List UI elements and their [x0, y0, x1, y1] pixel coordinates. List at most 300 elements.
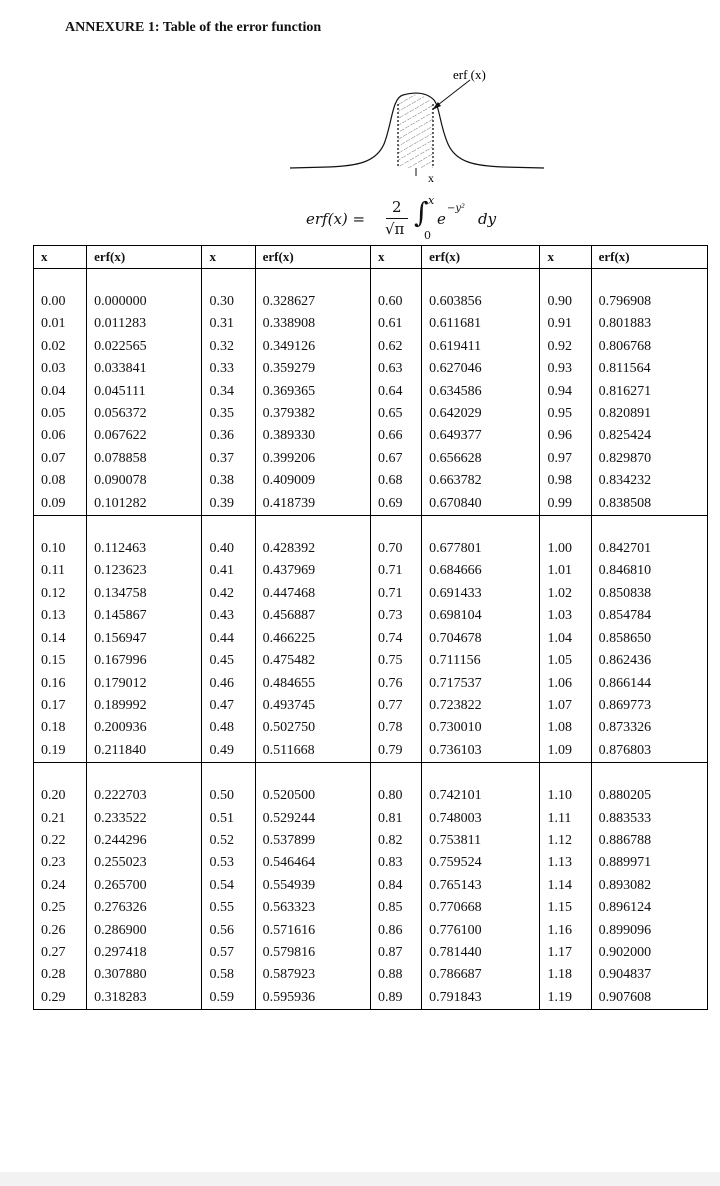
x-cell: 0.88: [370, 964, 421, 986]
x-cell: 0.60: [370, 291, 421, 313]
table-row: [34, 628, 708, 650]
x-cell: 0.74: [370, 628, 421, 650]
erf-cell: 0.167996: [87, 650, 202, 672]
x-cell: 0.11: [34, 560, 87, 582]
erf-cell: 0.825424: [591, 425, 707, 447]
page-footer-bar: [0, 1172, 720, 1186]
x-cell: 1.14: [540, 875, 591, 897]
erf-cell: 0.619411: [422, 336, 540, 358]
erf-cell: 0.736103: [422, 740, 540, 763]
x-cell: 1.01: [540, 560, 591, 582]
x-cell: 0.31: [202, 313, 255, 335]
formula-numerator: 2: [392, 198, 402, 216]
x-cell: 0.76: [370, 673, 421, 695]
table-row: [34, 964, 708, 986]
erf-cell: 0.759524: [422, 852, 540, 874]
erf-cell: 0.529244: [255, 808, 370, 830]
x-cell: 0.49: [202, 740, 255, 763]
table-row: [34, 560, 708, 582]
erf-cell: 0.437969: [255, 560, 370, 582]
table-row: [34, 448, 708, 470]
erf-cell: 0.907608: [591, 987, 707, 1010]
table-row: [34, 403, 708, 425]
x-cell: 0.29: [34, 987, 87, 1010]
x-cell: 0.66: [370, 425, 421, 447]
x-cell: 1.05: [540, 650, 591, 672]
x-cell: 0.19: [34, 740, 87, 763]
erf-cell: 0.677801: [422, 538, 540, 560]
spacer-cell: [540, 269, 591, 292]
x-cell: 0.99: [540, 493, 591, 516]
header-x-4: x: [540, 246, 591, 269]
erf-cell: 0.000000: [87, 291, 202, 313]
spacer-cell: [422, 763, 540, 786]
table-row: [34, 381, 708, 403]
erf-cell: 0.889971: [591, 852, 707, 874]
x-cell: 0.37: [202, 448, 255, 470]
erf-cell: 0.842701: [591, 538, 707, 560]
block-spacer-row: [34, 763, 708, 786]
table-row: [34, 336, 708, 358]
erf-cell: 0.456887: [255, 605, 370, 627]
x-cell: 0.09: [34, 493, 87, 516]
erf-cell: 0.801883: [591, 313, 707, 335]
x-cell: 0.61: [370, 313, 421, 335]
x-cell: 0.52: [202, 830, 255, 852]
header-erf-3: erf(x): [422, 246, 540, 269]
x-cell: 0.63: [370, 358, 421, 380]
table-row: [34, 583, 708, 605]
x-cell: 0.91: [540, 313, 591, 335]
erf-cell: 0.222703: [87, 785, 202, 807]
table-row: [34, 875, 708, 897]
spacer-cell: [591, 269, 707, 292]
erf-cell: 0.156947: [87, 628, 202, 650]
erf-cell: 0.634586: [422, 381, 540, 403]
table-row: [34, 605, 708, 627]
erf-cell: 0.649377: [422, 425, 540, 447]
x-cell: 0.96: [540, 425, 591, 447]
erf-cell: 0.603856: [422, 291, 540, 313]
formula-upper-limit: x: [428, 194, 435, 207]
spacer-cell: [370, 516, 421, 539]
x-cell: 0.50: [202, 785, 255, 807]
x-cell: 0.59: [202, 987, 255, 1010]
x-cell: 1.18: [540, 964, 591, 986]
x-cell: 0.55: [202, 897, 255, 919]
erf-cell: 0.850838: [591, 583, 707, 605]
x-cell: 0.21: [34, 808, 87, 830]
x-cell: 0.70: [370, 538, 421, 560]
erf-cell: 0.447468: [255, 583, 370, 605]
x-cell: 0.46: [202, 673, 255, 695]
spacer-cell: [422, 516, 540, 539]
x-cell: 0.54: [202, 875, 255, 897]
erf-cell: 0.904837: [591, 964, 707, 986]
erf-cell: 0.791843: [422, 987, 540, 1010]
x-cell: 0.80: [370, 785, 421, 807]
erf-cell: 0.338908: [255, 313, 370, 335]
spacer-cell: [591, 516, 707, 539]
table-row: [34, 425, 708, 447]
x-cell: 0.34: [202, 381, 255, 403]
x-cell: 0.17: [34, 695, 87, 717]
erf-cell: 0.896124: [591, 897, 707, 919]
erf-formula: [306, 196, 546, 246]
x-cell: 0.00: [34, 291, 87, 313]
x-cell: 0.94: [540, 381, 591, 403]
spacer-cell: [255, 763, 370, 786]
x-cell: 0.92: [540, 336, 591, 358]
x-cell: 0.24: [34, 875, 87, 897]
erf-cell: 0.389330: [255, 425, 370, 447]
erf-cell: 0.475482: [255, 650, 370, 672]
table-row: [34, 740, 708, 763]
x-cell: 0.51: [202, 808, 255, 830]
erf-cell: 0.883533: [591, 808, 707, 830]
x-cell: 0.67: [370, 448, 421, 470]
x-cell: 0.89: [370, 987, 421, 1010]
spacer-cell: [540, 763, 591, 786]
erf-cell: 0.318283: [87, 987, 202, 1010]
x-cell: 0.82: [370, 830, 421, 852]
erf-cell: 0.493745: [255, 695, 370, 717]
x-cell: 0.62: [370, 336, 421, 358]
x-cell: 0.33: [202, 358, 255, 380]
erf-cell: 0.484655: [255, 673, 370, 695]
erf-cell: 0.145867: [87, 605, 202, 627]
erf-cell: 0.101282: [87, 493, 202, 516]
spacer-cell: [422, 269, 540, 292]
erf-cell: 0.112463: [87, 538, 202, 560]
erf-cell: 0.307880: [87, 964, 202, 986]
erf-cell: 0.200936: [87, 717, 202, 739]
x-cell: 1.19: [540, 987, 591, 1010]
x-cell: 0.73: [370, 605, 421, 627]
erf-cell: 0.698104: [422, 605, 540, 627]
x-cell: 0.02: [34, 336, 87, 358]
x-cell: 0.40: [202, 538, 255, 560]
table-row: [34, 358, 708, 380]
figure-label-x: x: [428, 171, 434, 185]
erf-cell: 0.869773: [591, 695, 707, 717]
table-row: [34, 987, 708, 1010]
erf-cell: 0.876803: [591, 740, 707, 763]
x-cell: 0.16: [34, 673, 87, 695]
x-cell: 0.93: [540, 358, 591, 380]
table-row: [34, 650, 708, 672]
x-cell: 0.36: [202, 425, 255, 447]
formula-integral: ∫: [414, 196, 429, 229]
x-cell: 0.84: [370, 875, 421, 897]
x-cell: 0.41: [202, 560, 255, 582]
erf-cell: 0.045111: [87, 381, 202, 403]
erf-cell: 0.067622: [87, 425, 202, 447]
spacer-cell: [34, 516, 87, 539]
erf-cell: 0.123623: [87, 560, 202, 582]
erf-cell: 0.265700: [87, 875, 202, 897]
table-row: [34, 538, 708, 560]
erf-cell: 0.866144: [591, 673, 707, 695]
spacer-cell: [87, 269, 202, 292]
x-cell: 0.68: [370, 470, 421, 492]
table-row: [34, 785, 708, 807]
x-cell: 1.08: [540, 717, 591, 739]
x-cell: 0.98: [540, 470, 591, 492]
erf-cell: 0.873326: [591, 717, 707, 739]
x-cell: 0.20: [34, 785, 87, 807]
erf-cell: 0.880205: [591, 785, 707, 807]
formula-denominator: √π: [385, 220, 405, 238]
x-cell: 1.17: [540, 942, 591, 964]
x-cell: 0.79: [370, 740, 421, 763]
spacer-cell: [255, 269, 370, 292]
x-cell: 0.45: [202, 650, 255, 672]
x-cell: 0.65: [370, 403, 421, 425]
erf-cell: 0.834232: [591, 470, 707, 492]
erf-cell: 0.770668: [422, 897, 540, 919]
erf-cell: 0.189992: [87, 695, 202, 717]
erf-cell: 0.179012: [87, 673, 202, 695]
erf-cell: 0.902000: [591, 942, 707, 964]
header-erf-2: erf(x): [255, 246, 370, 269]
erf-cell: 0.846810: [591, 560, 707, 582]
erf-cell: 0.748003: [422, 808, 540, 830]
spacer-cell: [34, 269, 87, 292]
spacer-cell: [591, 763, 707, 786]
spacer-cell: [370, 269, 421, 292]
erf-cell: 0.858650: [591, 628, 707, 650]
x-cell: 1.13: [540, 852, 591, 874]
header-x-3: x: [370, 246, 421, 269]
x-cell: 0.42: [202, 583, 255, 605]
x-cell: 0.87: [370, 942, 421, 964]
x-cell: 0.48: [202, 717, 255, 739]
erf-cell: 0.781440: [422, 942, 540, 964]
erf-cell: 0.796908: [591, 291, 707, 313]
erf-cell: 0.816271: [591, 381, 707, 403]
erf-cell: 0.379382: [255, 403, 370, 425]
table-row: [34, 808, 708, 830]
x-cell: 0.04: [34, 381, 87, 403]
x-cell: 0.05: [34, 403, 87, 425]
x-cell: 0.75: [370, 650, 421, 672]
erf-cell: 0.011283: [87, 313, 202, 335]
x-cell: 1.06: [540, 673, 591, 695]
x-cell: 0.44: [202, 628, 255, 650]
x-cell: 0.32: [202, 336, 255, 358]
x-cell: 0.77: [370, 695, 421, 717]
x-cell: 1.15: [540, 897, 591, 919]
erf-cell: 0.587923: [255, 964, 370, 986]
erf-cell: 0.571616: [255, 920, 370, 942]
erf-cell: 0.611681: [422, 313, 540, 335]
block-spacer-row: [34, 269, 708, 292]
erf-cell: 0.579816: [255, 942, 370, 964]
table-row: [34, 897, 708, 919]
x-cell: 0.83: [370, 852, 421, 874]
erf-cell: 0.328627: [255, 291, 370, 313]
x-cell: 0.81: [370, 808, 421, 830]
x-cell: 1.04: [540, 628, 591, 650]
spacer-cell: [34, 763, 87, 786]
formula-lower-limit: 0: [424, 229, 431, 242]
table-row: [34, 852, 708, 874]
x-cell: 1.00: [540, 538, 591, 560]
erf-cell: 0.595936: [255, 987, 370, 1010]
erf-cell: 0.723822: [422, 695, 540, 717]
erf-cell: 0.862436: [591, 650, 707, 672]
table-row: [34, 291, 708, 313]
x-cell: 1.02: [540, 583, 591, 605]
table-row: [34, 470, 708, 492]
erf-cell: 0.711156: [422, 650, 540, 672]
erf-cell: 0.244296: [87, 830, 202, 852]
x-cell: 0.18: [34, 717, 87, 739]
header-erf-1: erf(x): [87, 246, 202, 269]
erf-cell: 0.546464: [255, 852, 370, 874]
erf-cell: 0.776100: [422, 920, 540, 942]
formula-lhs: erf(x) =: [306, 210, 366, 228]
erf-cell: 0.886788: [591, 830, 707, 852]
table-row: [34, 695, 708, 717]
erf-cell: 0.663782: [422, 470, 540, 492]
x-cell: 0.03: [34, 358, 87, 380]
x-cell: 0.35: [202, 403, 255, 425]
spacer-cell: [540, 516, 591, 539]
formula-integrand: e: [437, 210, 446, 228]
x-cell: 0.28: [34, 964, 87, 986]
erf-cell: 0.786687: [422, 964, 540, 986]
x-cell: 0.15: [34, 650, 87, 672]
erf-cell: 0.511668: [255, 740, 370, 763]
erf-cell: 0.829870: [591, 448, 707, 470]
erf-cell: 0.022565: [87, 336, 202, 358]
table-row: [34, 920, 708, 942]
table-row: [34, 717, 708, 739]
x-cell: 0.22: [34, 830, 87, 852]
spacer-cell: [370, 763, 421, 786]
erf-curve-figure: [288, 64, 548, 188]
erf-cell: 0.670840: [422, 493, 540, 516]
x-cell: 0.12: [34, 583, 87, 605]
erf-cell: 0.399206: [255, 448, 370, 470]
block-spacer-row: [34, 516, 708, 539]
erf-cell: 0.233522: [87, 808, 202, 830]
x-cell: 1.07: [540, 695, 591, 717]
x-cell: 0.64: [370, 381, 421, 403]
erf-cell: 0.642029: [422, 403, 540, 425]
x-cell: 1.11: [540, 808, 591, 830]
spacer-cell: [87, 763, 202, 786]
x-cell: 0.38: [202, 470, 255, 492]
erf-cell: 0.691433: [422, 583, 540, 605]
x-cell: 1.03: [540, 605, 591, 627]
erf-cell: 0.286900: [87, 920, 202, 942]
table-body: [34, 269, 708, 1010]
x-cell: 0.10: [34, 538, 87, 560]
erf-cell: 0.838508: [591, 493, 707, 516]
x-cell: 0.06: [34, 425, 87, 447]
erf-cell: 0.753811: [422, 830, 540, 852]
x-cell: 0.39: [202, 493, 255, 516]
x-cell: 0.71: [370, 560, 421, 582]
erf-cell: 0.656628: [422, 448, 540, 470]
x-cell: 0.69: [370, 493, 421, 516]
erf-cell: 0.742101: [422, 785, 540, 807]
x-cell: 0.26: [34, 920, 87, 942]
erf-cell: 0.056372: [87, 403, 202, 425]
erf-cell: 0.520500: [255, 785, 370, 807]
erf-cell: 0.854784: [591, 605, 707, 627]
x-cell: 0.07: [34, 448, 87, 470]
table-row: [34, 673, 708, 695]
erf-cell: 0.554939: [255, 875, 370, 897]
table-row: [34, 313, 708, 335]
erf-cell: 0.297418: [87, 942, 202, 964]
x-cell: 1.12: [540, 830, 591, 852]
erf-cell: 0.134758: [87, 583, 202, 605]
erf-cell: 0.211840: [87, 740, 202, 763]
x-cell: 0.56: [202, 920, 255, 942]
x-cell: 0.43: [202, 605, 255, 627]
erf-cell: 0.704678: [422, 628, 540, 650]
erf-cell: 0.537899: [255, 830, 370, 852]
erf-cell: 0.811564: [591, 358, 707, 380]
erf-cell: 0.276326: [87, 897, 202, 919]
erf-cell: 0.730010: [422, 717, 540, 739]
figure-label-erf: erf (x): [453, 67, 486, 82]
erf-cell: 0.899096: [591, 920, 707, 942]
x-cell: 0.85: [370, 897, 421, 919]
erf-cell: 0.627046: [422, 358, 540, 380]
x-cell: 0.97: [540, 448, 591, 470]
erf-cell: 0.359279: [255, 358, 370, 380]
spacer-cell: [202, 516, 255, 539]
x-cell: 0.14: [34, 628, 87, 650]
erf-cell: 0.033841: [87, 358, 202, 380]
erf-table: [33, 245, 708, 1010]
x-cell: 0.25: [34, 897, 87, 919]
spacer-cell: [87, 516, 202, 539]
erf-cell: 0.369365: [255, 381, 370, 403]
x-cell: 0.53: [202, 852, 255, 874]
x-cell: 0.71: [370, 583, 421, 605]
x-cell: 0.95: [540, 403, 591, 425]
x-cell: 0.58: [202, 964, 255, 986]
spacer-cell: [202, 269, 255, 292]
x-cell: 0.23: [34, 852, 87, 874]
erf-cell: 0.502750: [255, 717, 370, 739]
x-cell: 0.30: [202, 291, 255, 313]
erf-cell: 0.428392: [255, 538, 370, 560]
erf-cell: 0.563323: [255, 897, 370, 919]
table-row: [34, 942, 708, 964]
table-row: [34, 493, 708, 516]
table-header-row: [34, 246, 708, 269]
formula-exponent: −y²: [447, 203, 466, 214]
erf-cell: 0.893082: [591, 875, 707, 897]
header-x-2: x: [202, 246, 255, 269]
page-title: ANNEXURE 1: Table of the error function: [65, 20, 322, 35]
x-cell: 0.08: [34, 470, 87, 492]
header-erf-4: erf(x): [591, 246, 707, 269]
x-cell: 0.86: [370, 920, 421, 942]
x-cell: 1.10: [540, 785, 591, 807]
x-cell: 0.01: [34, 313, 87, 335]
x-cell: 0.47: [202, 695, 255, 717]
formula-dy: dy: [478, 210, 497, 228]
